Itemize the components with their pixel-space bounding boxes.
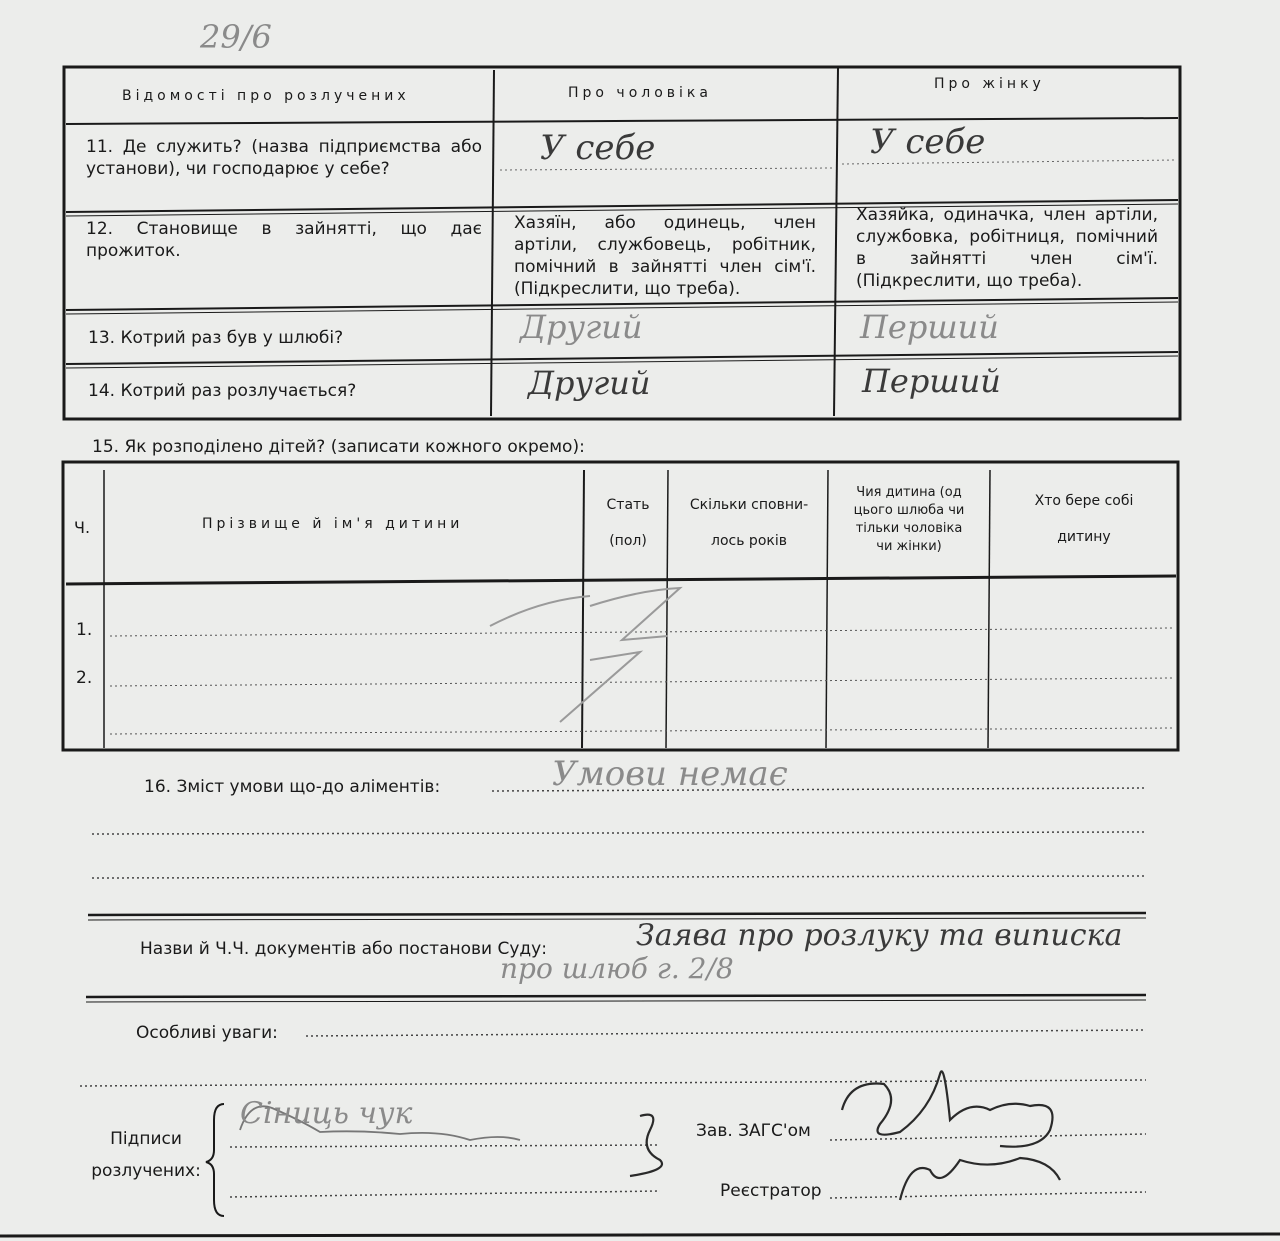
answer-11-husband: У себе: [540, 128, 656, 168]
children-row-1-num: 1.: [76, 620, 93, 640]
children-header-takes: Хто бере собі дитину: [1034, 493, 1134, 545]
answer-14-wife: Перший: [862, 362, 1001, 400]
registrar-label: Реєстратор: [720, 1181, 822, 1201]
archive-mark: 29/6: [200, 18, 272, 56]
children-header-age: Скільки сповни- лось років: [689, 497, 809, 549]
answer-13-husband: Другий: [520, 308, 643, 346]
header-info: Відомості про розлучених: [122, 88, 410, 104]
children-header-num: Ч.: [74, 518, 91, 537]
answer-11-wife: У себе: [870, 122, 986, 162]
documents-value-line2: про шлюб г. 2/8: [500, 952, 734, 985]
children-header-whose: Чия дитина (од цього шлюба чи тільки чоловіка чи жінки): [853, 485, 965, 554]
question-14: 14. Котрий раз розлучається?: [88, 381, 357, 401]
answer-13-wife: Перший: [860, 308, 999, 346]
documents-value-line1: Заява про розлуку та виписка: [636, 918, 1123, 953]
head-label: Зав. ЗАГС'ом: [696, 1121, 811, 1141]
answer-12-wife: Хазяйка, одиначка, член артіли, службовка, робітниця, помічний в зайнятті член сім'ї. (Підкреслити, що треба).: [856, 205, 1158, 291]
alimony-label: 16. Зміст умови що-до аліментів:: [144, 777, 441, 797]
header-husband: Про чоловіка: [568, 85, 712, 101]
children-header-sex: Стать (пол): [606, 497, 650, 549]
answer-12-husband: Хазяїн, або одинець, член артіли, службовець, робітник, помічний в зайнятті член сім'ї. (Підкреслити, що треба).: [514, 213, 816, 299]
alimony-value: Умови немає: [552, 754, 788, 794]
children-row-2-num: 2.: [76, 668, 93, 688]
answer-14-husband: Другий: [528, 364, 651, 402]
signatures-label: Підписи розлучених:: [91, 1129, 201, 1181]
signer1-signature: Сіниць чук: [240, 1096, 413, 1131]
header-wife: Про жінку: [934, 76, 1045, 92]
documents-label: Назви й Ч.Ч. документів або постанови Суду:: [140, 939, 547, 959]
question-13: 13. Котрий раз був у шлюбі?: [88, 328, 344, 348]
children-header-name: Прізвище й ім'я дитини: [202, 516, 464, 532]
question-15: 15. Як розподілено дітей? (записати кожного окремо):: [92, 437, 585, 457]
question-11: 11. Де служить? (назва підприємства або установи), чи господарює у себе?: [86, 137, 482, 179]
question-12: 12. Становище в зайнятті, що дає прожиток.: [86, 219, 482, 261]
notes-label: Особливі уваги:: [136, 1023, 278, 1043]
